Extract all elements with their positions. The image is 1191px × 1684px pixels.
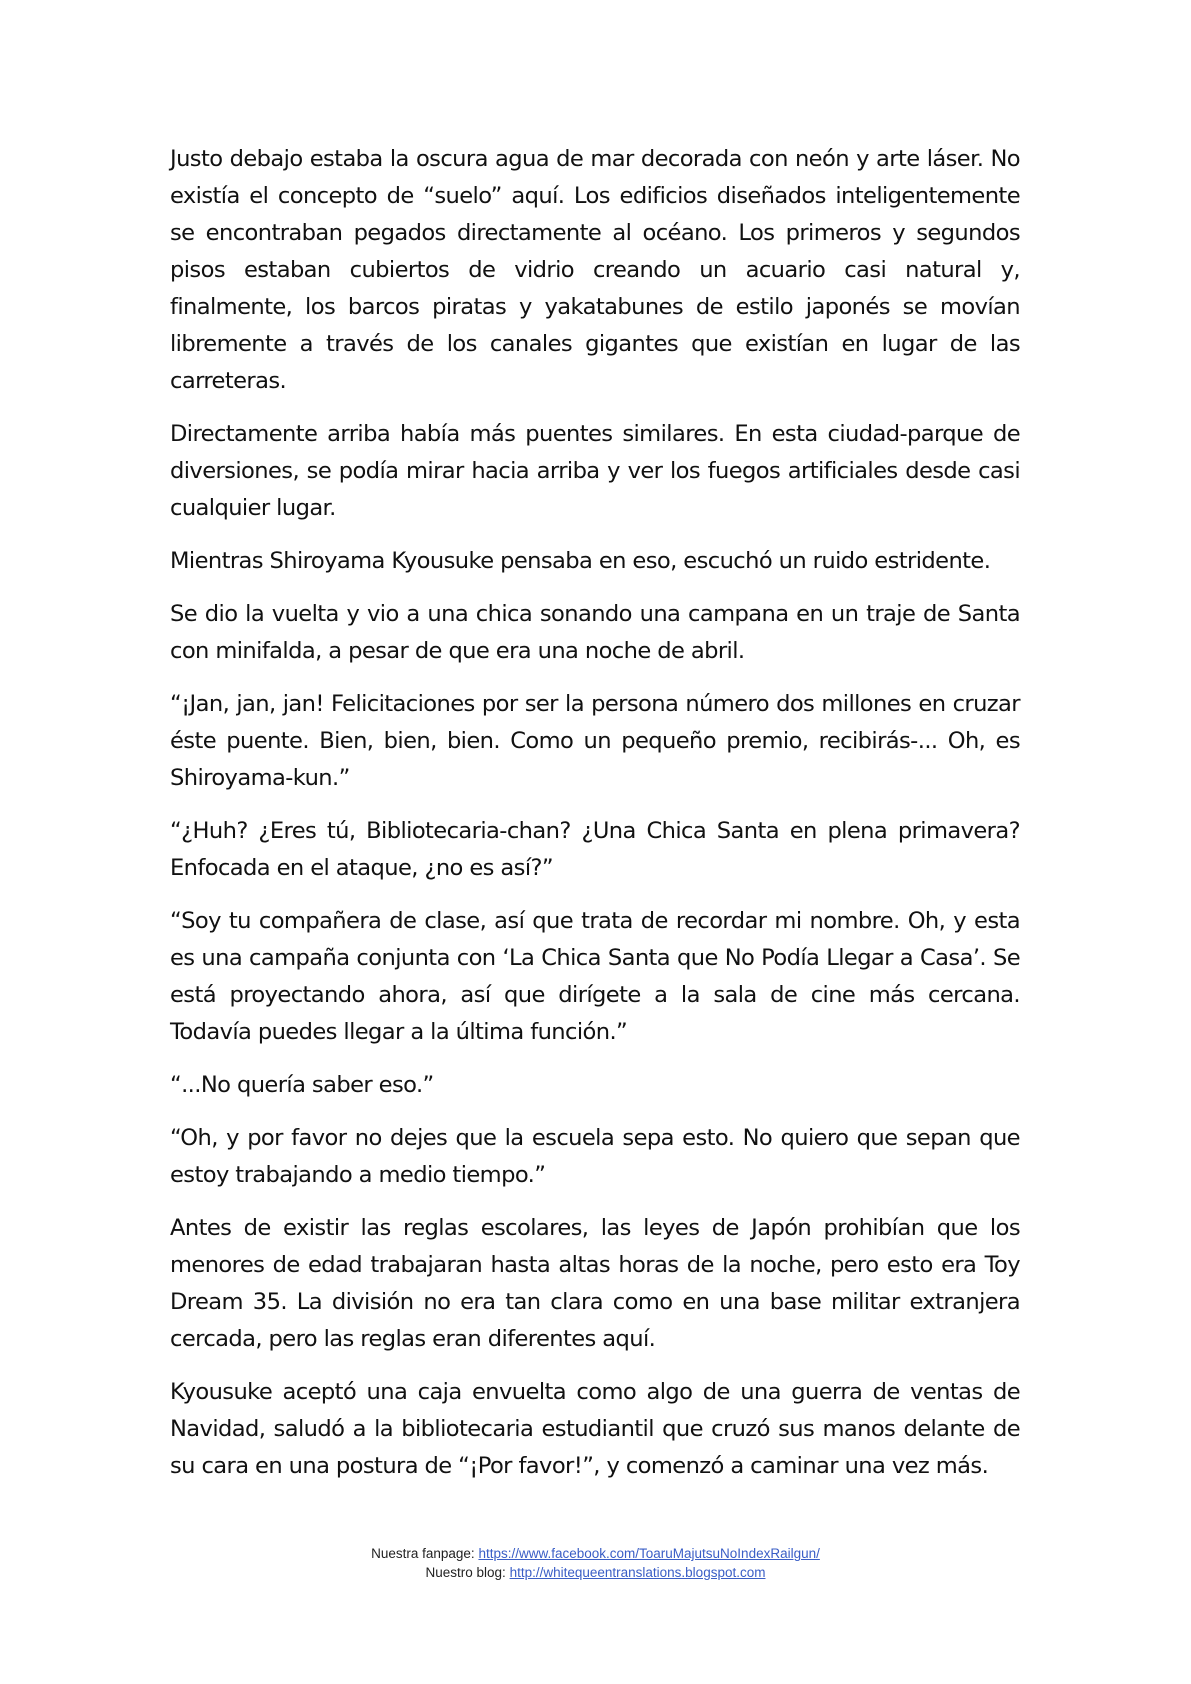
paragraph-5: “¡Jan, jan, jan! Felicitaciones por ser la persona número dos millones en cruzar éste puente. Bien, bien, bien. Como un pequeño premio, recibirás-... Oh, es Shiroyama-kun.” <box>170 691 1020 791</box>
paragraph-10: Antes de existir las reglas escolares, las leyes de Japón prohibían que los menores de edad trabajaran hasta altas horas de la noche, pero esto era Toy Dream 35. La división no era tan clara como en una base militar extranjera cercada, pero las reglas eran diferentes aquí. <box>170 1215 1020 1352</box>
page-footer <box>0 1544 1191 1582</box>
paragraph-11: Kyousuke aceptó una caja envuelta como algo de una guerra de ventas de Navidad, saludó a la bibliotecaria estudiantil que cruzó sus manos delante de su cara en una postura de “¡Por favor!”, y comenzó a caminar una vez más. <box>170 1379 1020 1479</box>
fanpage-link[interactable]: https://www.facebook.com/ToaruMajutsuNoIndexRailgun/ <box>478 1546 820 1561</box>
document-body <box>170 141 1020 1501</box>
footer-blog-label: Nuestro blog: <box>425 1565 510 1580</box>
paragraph-6: “¿Huh? ¿Eres tú, Bibliotecaria-chan? ¿Una Chica Santa en plena primavera? Enfocada en el ataque, ¿no es así?” <box>170 818 1020 881</box>
paragraph-2: Directamente arriba había más puentes similares. En esta ciudad-parque de diversiones, se podía mirar hacia arriba y ver los fuegos artificiales desde casi cualquier lugar. <box>170 421 1020 521</box>
paragraph-8: “...No quería saber eso.” <box>170 1072 434 1098</box>
paragraph-3: Mientras Shiroyama Kyousuke pensaba en eso, escuchó un ruido estridente. <box>170 548 991 574</box>
paragraph-7: “Soy tu compañera de clase, así que trata de recordar mi nombre. Oh, y esta es una campaña conjunta con ‘La Chica Santa que No Podía Llegar a Casa’. Se está proyectando ahora, así que dirígete a la sala de cine más cercana. Todavía puedes llegar a la última función.” <box>170 908 1020 1045</box>
paragraph-4: Se dio la vuelta y vio a una chica sonando una campana en un traje de Santa con minifalda, a pesar de que era una noche de abril. <box>170 601 1020 664</box>
footer-fanpage-line <box>0 1544 1191 1563</box>
paragraph-1: Justo debajo estaba la oscura agua de mar decorada con neón y arte láser. No existía el concepto de “suelo” aquí. Los edificios diseñados inteligentemente se encontraban pegados directamente al océano. Los primeros y segundos pisos estaban cubiertos de vidrio creando un acuario casi natural y, finalmente, los barcos piratas y yakatabunes de estilo japonés se movían libremente a través de los canales gigantes que existían en lugar de las carreteras. <box>170 146 1020 394</box>
paragraph-9: “Oh, y por favor no dejes que la escuela sepa esto. No quiero que sepan que estoy trabajando a medio tiempo.” <box>170 1125 1020 1188</box>
footer-blog-line <box>0 1563 1191 1582</box>
footer-fanpage-label: Nuestra fanpage: <box>371 1546 479 1561</box>
blog-link[interactable]: http://whitequeentranslations.blogspot.com <box>509 1565 766 1580</box>
